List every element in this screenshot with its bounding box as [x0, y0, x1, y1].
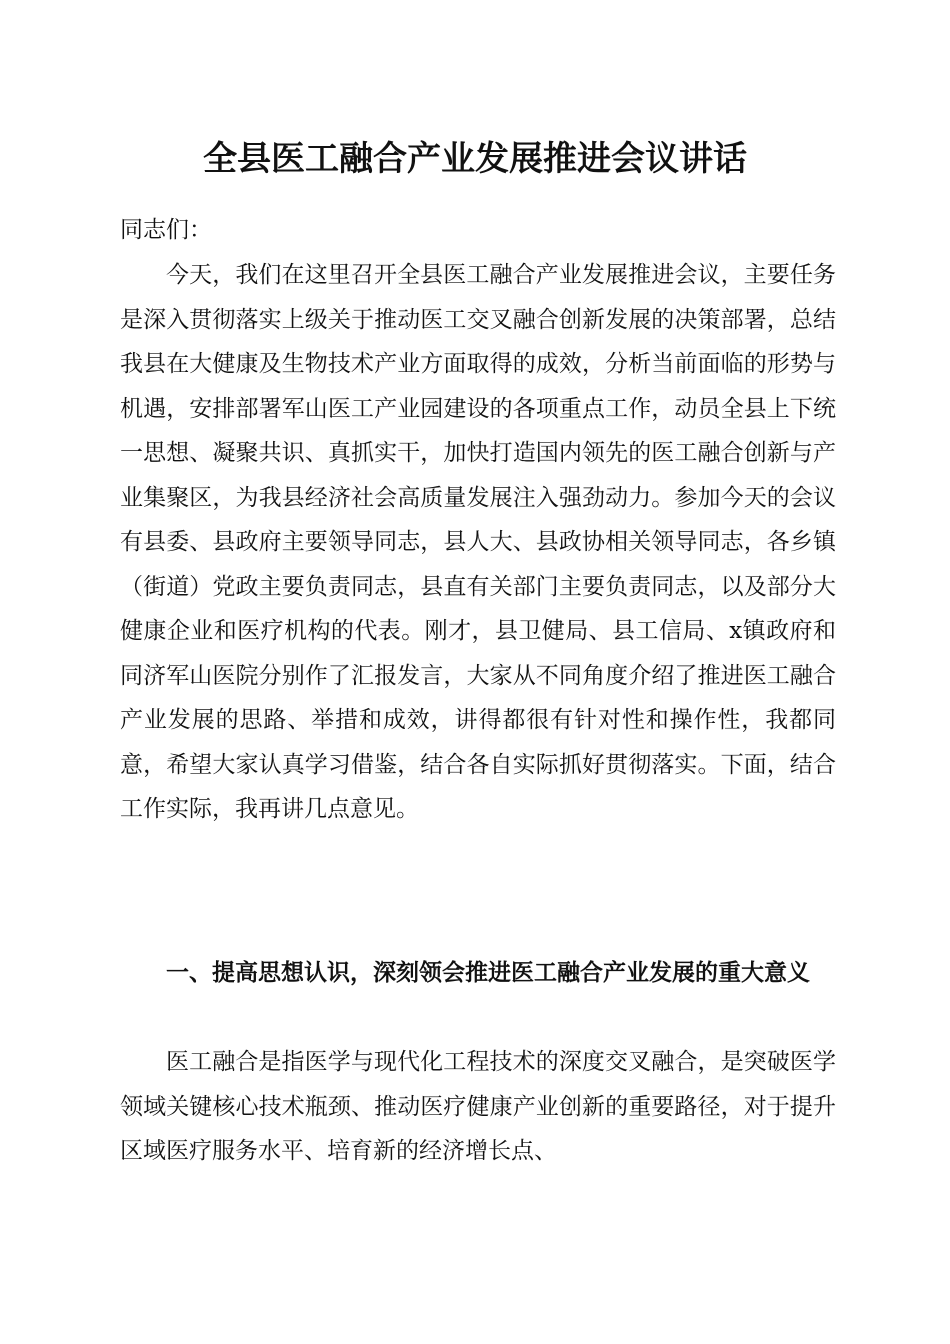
document-title: 全县医工融合产业发展推进会议讲话	[203, 139, 747, 179]
section-heading-1: 一、提高思想认识，深刻领会推进医工融合产业发展的重大意义	[166, 960, 810, 986]
section-1-paragraph: 医工融合是指医学与现代化工程技术的深度交叉融合，是突破医学领域关键核心技术瓶颈、推动医疗健康产业创新的重要路径，对于提升区域医疗服务水平、培育新的经济增长点、	[120, 1049, 836, 1164]
opening-paragraph: 今天，我们在这里召开全县医工融合产业发展推进会议，主要任务是深入贯彻落实上级关于推动医工交叉融合创新发展的决策部署，总结我县在大健康及生物技术产业方面取得的成效，分析当前面临的形势与机遇，安排部署军山医工产业园建设的各项重点工作，动员全县上下统一思想、凝聚共识、真抓实干，加快打造国内领先的医工融合创新与产业集聚区，为我县经济社会高质量发展注入强劲动力。参加今天的会议有县委、县政府主要领导同志，县人大、县政协相关领导同志，各乡镇（街道）党政主要负责同志，县直有关部门主要负责同志，以及部分大健康企业和医疗机构的代表。刚才，县卫健局、县工信局、x镇政府和同济军山医院分别作了汇报发言，大家从不同角度介绍了推进医工融合产业发展的思路、举措和成效，讲得都很有针对性和操作性，我都同意，希望大家认真学习借鉴，结合各自实际抓好贯彻落实。下面，结合工作实际，我再讲几点意见。	[120, 262, 836, 822]
salutation: 同志们：	[120, 217, 212, 243]
